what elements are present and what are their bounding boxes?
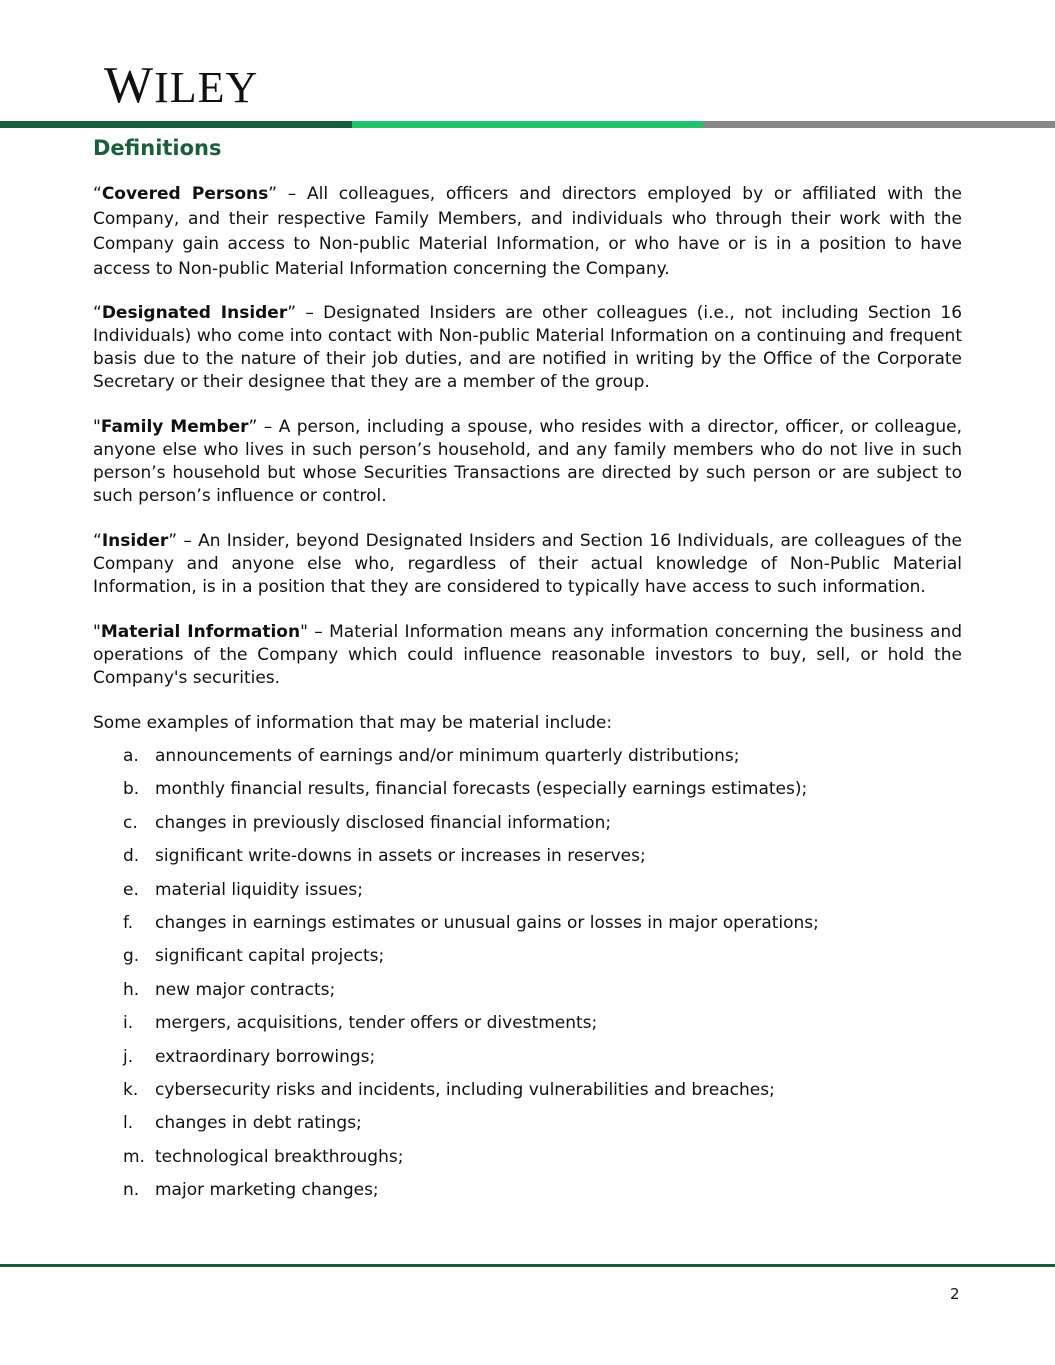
list-item xyxy=(93,1012,962,1045)
open-quote: “ xyxy=(93,531,102,551)
definition-term: Material Information xyxy=(100,622,301,642)
list-marker: b. xyxy=(123,779,140,800)
definition-text: – An Insider, beyond Designated Insiders and Section 16 Individuals, are colleagues of the Company and anyone else who, regardless of their actual knowledge of Non-Public Material Information, is in a position that they are considered to typically have access to such information. xyxy=(93,531,962,597)
close-quote: ” xyxy=(168,531,178,551)
header-bar-gray xyxy=(703,121,1055,128)
list-item xyxy=(93,778,962,811)
list-item-text: announcements of earnings and/or minimum quarterly distributions; xyxy=(155,746,740,766)
close-quote: ” xyxy=(268,184,278,204)
list-item xyxy=(93,1179,962,1212)
wiley-logo: WILEY xyxy=(104,57,259,114)
list-marker: m. xyxy=(123,1146,145,1167)
list-item-text: changes in previously disclosed financial information; xyxy=(155,812,612,833)
list-marker: f. xyxy=(123,912,134,933)
list-item xyxy=(93,912,962,945)
list-item-text: cybersecurity risks and incidents, including vulnerabilities and breaches; xyxy=(155,1079,775,1100)
list-marker: c. xyxy=(123,812,138,833)
header-bar-dark-green xyxy=(0,121,352,128)
definition-covered-persons xyxy=(93,182,962,282)
list-marker: n. xyxy=(123,1180,140,1201)
list-item-text: changes in earnings estimates or unusual gains or losses in major operations; xyxy=(155,912,819,933)
list-item xyxy=(93,1079,962,1112)
definition-term: Covered Persons xyxy=(101,184,269,204)
open-quote: “ xyxy=(93,184,102,204)
definition-designated-insider xyxy=(93,302,962,394)
open-quote: “ xyxy=(93,303,102,323)
close-quote: ” xyxy=(248,417,258,437)
definitions-body xyxy=(93,182,962,1212)
list-item xyxy=(93,945,962,978)
page-number: 2 xyxy=(950,1285,960,1303)
definition-text: – A person, including a spouse, who resides with a director, officer, or colleague, anyone else who lives in such person’s household, and any family members who do not live in such person’s household but whose Securities Transactions are directed by such person or are subject to such person’s influence or control. xyxy=(93,417,963,506)
list-item xyxy=(93,745,962,778)
list-item xyxy=(93,1112,962,1145)
list-item-text: new major contracts; xyxy=(155,979,336,1000)
list-marker: g. xyxy=(123,946,140,967)
list-item-text: monthly financial results, financial forecasts (especially earnings estimates); xyxy=(155,779,808,800)
list-item-text: material liquidity issues; xyxy=(155,879,363,900)
list-marker: h. xyxy=(123,979,140,1000)
footer-divider xyxy=(0,1264,1055,1267)
list-item xyxy=(93,812,962,845)
list-item-text: technological breakthroughs; xyxy=(155,1146,404,1167)
definition-text: – All colleagues, officers and directors employed by or affiliated with the Company, and their respective Family Members, and individuals who through their work with the Company gain access to Non-public Material Information, or who have or is in a position to have access to Non-public Material Information concerning the Company. xyxy=(93,184,962,279)
definition-term: Insider xyxy=(101,531,169,551)
list-item-text: significant write-downs in assets or increases in reserves; xyxy=(155,846,646,867)
list-item xyxy=(93,979,962,1012)
definition-insider xyxy=(93,530,962,599)
list-item-text: major marketing changes; xyxy=(155,1180,379,1201)
list-marker: l. xyxy=(123,1113,134,1134)
list-item xyxy=(93,1146,962,1179)
list-marker: d. xyxy=(123,846,140,867)
list-marker: e. xyxy=(123,879,139,900)
examples-intro: Some examples of information that may be material include: xyxy=(93,713,613,733)
open-quote: " xyxy=(93,622,101,642)
list-item-text: mergers, acquisitions, tender offers or divestments; xyxy=(155,1013,598,1034)
open-quote: " xyxy=(93,417,101,437)
definition-family-member xyxy=(93,416,962,508)
section-heading: Definitions xyxy=(93,136,222,160)
list-item xyxy=(93,879,962,912)
close-quote: ” xyxy=(287,303,297,323)
list-item-text: significant capital projects; xyxy=(155,946,385,967)
close-quote: " xyxy=(300,622,308,642)
list-item-text: extraordinary borrowings; xyxy=(155,1046,376,1067)
definition-material-information xyxy=(93,621,962,690)
definition-text: – Material Information means any information concerning the business and operations of the Company which could influence reasonable investors to buy, sell, or hold the Company's securities. xyxy=(93,622,963,688)
list-marker: k. xyxy=(123,1079,139,1100)
list-marker: a. xyxy=(123,746,139,766)
definition-term: Family Member xyxy=(100,417,249,437)
header-bar-bright-green xyxy=(352,121,703,128)
list-item xyxy=(93,845,962,878)
list-marker: i. xyxy=(123,1013,134,1034)
list-item-text: changes in debt ratings; xyxy=(155,1113,362,1134)
list-item xyxy=(93,1046,962,1079)
definition-text: – Designated Insiders are other colleagues (i.e., not including Section 16 Individuals) who come into contact with Non-public Material Information on a continuing and frequent basis due to the nature of their job duties, and are notified in writing by the Office of the Corporate Secretary or their designee that they are a member of the group. xyxy=(93,303,963,392)
definition-term: Designated Insider xyxy=(101,303,288,323)
list-marker: j. xyxy=(123,1046,134,1067)
examples-list xyxy=(93,745,962,1212)
